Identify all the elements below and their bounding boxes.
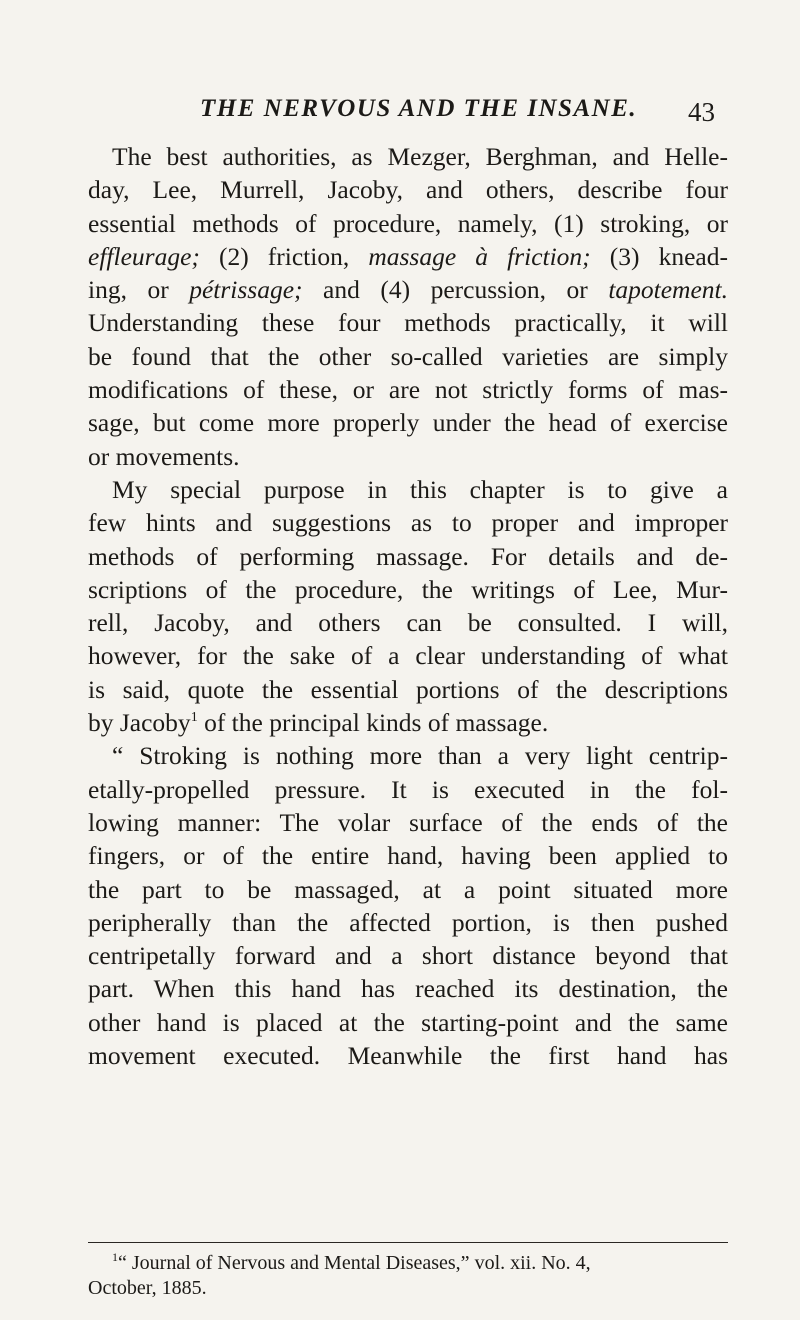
text-line: centripetally forward and a short distance beyond that xyxy=(88,941,728,971)
text-line: modifications of these, or are not strictly forms of mas- xyxy=(88,375,728,405)
text-line: or movements. xyxy=(88,441,240,471)
footnote-marker: 1 xyxy=(112,1250,118,1264)
text-line: other hand is placed at the starting-point and the same xyxy=(88,1007,728,1037)
text-line: My special purpose in this chapter is to give a xyxy=(112,474,728,504)
text-line: methods of performing massage. For details and de- xyxy=(88,541,728,571)
page-number: 43 xyxy=(688,97,715,127)
running-title: THE NERVOUS AND THE INSANE. xyxy=(200,95,638,122)
text-line: The best authorities, as Mezger, Berghman, and Helle- xyxy=(112,142,728,171)
text-line: Understanding these four methods practically, it will xyxy=(88,308,728,338)
term-effleurage: effleurage; xyxy=(88,241,200,271)
body-text xyxy=(88,140,728,1072)
footnote-reference[interactable]: 1 xyxy=(190,710,198,726)
text-line: lowing manner: The volar surface of the ends of the xyxy=(88,807,728,837)
text-line: part. When this hand has reached its destination, the xyxy=(88,974,728,1004)
text-line: is said, quote the essential portions of the descriptions xyxy=(88,674,728,704)
text-line: day, Lee, Murrell, Jacoby, and others, describe four xyxy=(88,175,728,205)
footnote-line: $^1$“ Journal of Nervous and Mental Diseases,” vol. xii. No. 4, xyxy=(112,1250,591,1274)
text-line: ing, or pétrissage; and (4) percussion, or tapotement. xyxy=(88,275,728,305)
term-tapotement: tapotement. xyxy=(608,275,728,305)
text-line: the part to be massaged, at a point situated more xyxy=(88,874,728,904)
footnote-divider xyxy=(88,1242,728,1243)
text-line: essential methods of procedure, namely, (1) stroking, or xyxy=(88,208,728,238)
text-line: fingers, or of the entire hand, having been applied to xyxy=(88,841,728,871)
term-massage-a-friction: massage à friction; xyxy=(368,241,591,271)
running-head xyxy=(0,95,800,135)
footnote-line: October, 1885. xyxy=(88,1277,207,1299)
text-line: peripherally than the affected portion, is then pushed xyxy=(88,907,728,937)
footnote xyxy=(88,1251,728,1301)
text-line: etally-propelled pressure. It is executed in the fol- xyxy=(88,774,728,804)
text-line: by Jacoby$^1$ of the principal kinds of massage. xyxy=(88,708,549,738)
text-line: rell, Jacoby, and others can be consulted. I will, xyxy=(88,608,728,638)
text-line: sage, but come more properly under the head of exercise xyxy=(88,408,728,438)
term-petrissage: pétrissage; xyxy=(189,275,303,305)
text-line: movement executed. Meanwhile the first hand has xyxy=(88,1041,728,1071)
text-line: scriptions of the procedure, the writings of Lee, Mur- xyxy=(88,574,728,604)
text-line: “ Stroking is nothing more than a very light centrip- xyxy=(112,741,728,771)
text-line: few hints and suggestions as to proper and improper xyxy=(88,508,728,538)
text-line: effleurage; (2) friction, massage à friction; (3) knead- xyxy=(88,241,728,271)
text-line: be found that the other so-called varieties are simply xyxy=(88,341,728,371)
text-line: however, for the sake of a clear understanding of what xyxy=(88,641,728,671)
